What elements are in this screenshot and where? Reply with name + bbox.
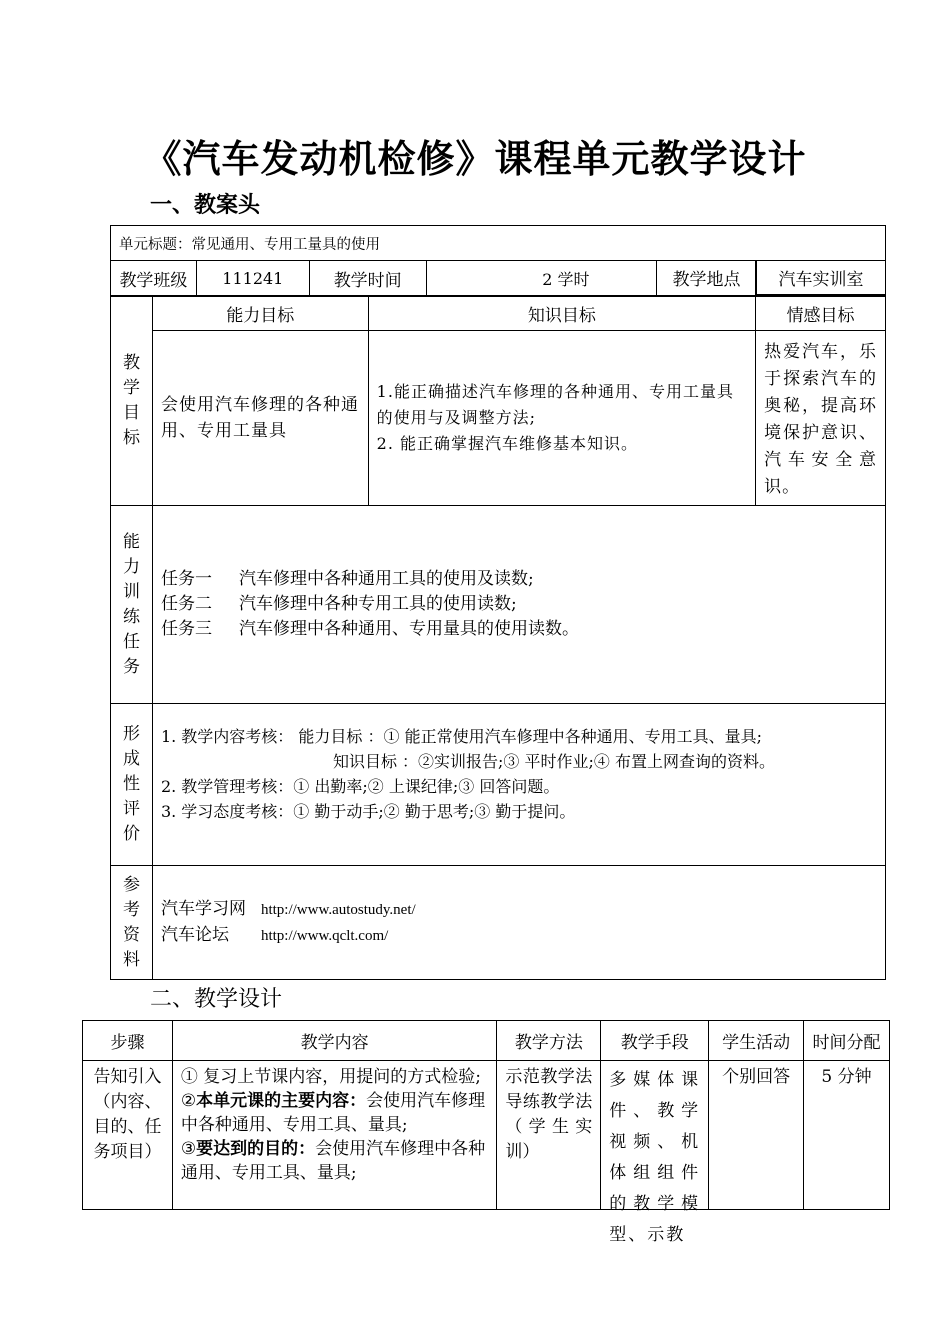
- teaching-design-table: [82, 1020, 890, 1245]
- col-header-method: 教学方法: [497, 1021, 601, 1061]
- ref-link[interactable]: http://www.autostudy.net/: [260, 901, 416, 918]
- content-line-3: ③要达到的目的：会使用汽车修理中各种通用、专用工具、量具;: [180, 1139, 486, 1183]
- eval-label: 形 成 性 评 价: [111, 704, 153, 866]
- ref-content: [152, 866, 885, 980]
- section-heading-teaching-design: 二、教学设计: [150, 987, 283, 1012]
- time-cell: 5 分钟: [804, 1061, 890, 1210]
- document-title: 《汽车发动机检修》课程单元教学设计: [143, 137, 807, 181]
- means-cell: 多媒体课件、教学视频、机体组组件的教学模型、示教: [601, 1061, 709, 1210]
- col-header-time: 时间分配: [804, 1021, 890, 1061]
- emotion-goal-head: 情感目标: [756, 296, 886, 331]
- eval-line: 知识目标 ：②实训报告;③ 平时作业;④ 布置上网查询的资料。: [332, 752, 775, 771]
- activity-cell: 个别回答: [709, 1061, 804, 1210]
- time-value: 2 学时: [426, 261, 756, 297]
- col-header-activity: 学生活动: [709, 1021, 804, 1061]
- method-cell: 示范教学法导练教学法（学生实训）: [497, 1061, 601, 1210]
- time-label: 教学时间: [309, 261, 426, 297]
- eval-content: [152, 704, 885, 866]
- knowledge-goal-head: 知识目标: [368, 296, 755, 331]
- ref-item: 汽车学习网 http://www.autostudy.net/: [160, 898, 416, 919]
- class-label: 教学班级: [111, 261, 197, 297]
- step-cell: 告知引入（内容、目的、任务项目）: [83, 1061, 173, 1210]
- task-item: 任务一 汽车修理中各种通用工具的使用及读数;: [160, 569, 534, 589]
- place-label: 教学地点: [656, 260, 756, 295]
- col-header-content: 教学内容: [172, 1021, 496, 1061]
- knowledge-goal-2: 2. 能正确掌握汽车维修基本知识。: [376, 434, 639, 453]
- task-item: 任务三 汽车修理中各种通用、专用量具的使用读数。: [160, 619, 579, 639]
- lesson-header-goals: [110, 295, 886, 980]
- content-line-1: ① 复习上节课内容，用提问的方式检验;: [180, 1067, 482, 1087]
- tasks-list: [152, 506, 885, 704]
- col-header-means: 教学手段: [601, 1021, 709, 1061]
- class-value: 111241: [196, 261, 309, 297]
- knowledge-goal-1: 1.能正确描述汽车修理的各种通用、专用工量具的使用与及调整方法;: [376, 382, 734, 427]
- ability-goal-head: 能力目标: [152, 296, 368, 331]
- knowledge-goal: [368, 331, 755, 506]
- eval-line: 1. 教学内容考核： 能力目标 ：① 能正常使用汽车修理中各种通用、专用工具、量具;: [160, 727, 762, 746]
- place-value: 汽车实训室: [756, 260, 886, 295]
- ability-goal: 会使用汽车修理的各种通用、专用工量具: [152, 331, 368, 506]
- tasks-label: 能 力 训 练 任 务: [111, 506, 153, 704]
- ref-link[interactable]: http://www.qclt.com/: [260, 927, 389, 944]
- task-item: 任务二 汽车修理中各种专用工具的使用读数;: [160, 594, 517, 614]
- col-header-step: 步骤: [83, 1021, 173, 1061]
- unit-title: 单元标题：常见通用、专用工量具的使用: [111, 226, 886, 261]
- ref-label: 参 考 资 料: [111, 866, 153, 980]
- eval-line: 3. 学习态度考核：① 勤于动手;② 勤于思考;③ 勤于提问。: [160, 802, 576, 821]
- ref-item: 汽车论坛 http://www.qclt.com/: [160, 924, 389, 945]
- content-line-2: ②本单元课的主要内容：会使用汽车修理中各种通用、专用工具、量具;: [180, 1091, 486, 1135]
- section-heading-lesson-header: 一、教案头: [150, 193, 261, 218]
- emotion-goal: 热爱汽车，乐于探索汽车的奥秘，提高环境保护意识、汽车安全意识。: [756, 331, 886, 506]
- content-cell: [172, 1061, 496, 1210]
- eval-line: 2. 教学管理考核：① 出勤率;② 上课纪律;③ 回答问题。: [160, 777, 560, 796]
- goals-label: 教 学 目 标: [111, 296, 153, 506]
